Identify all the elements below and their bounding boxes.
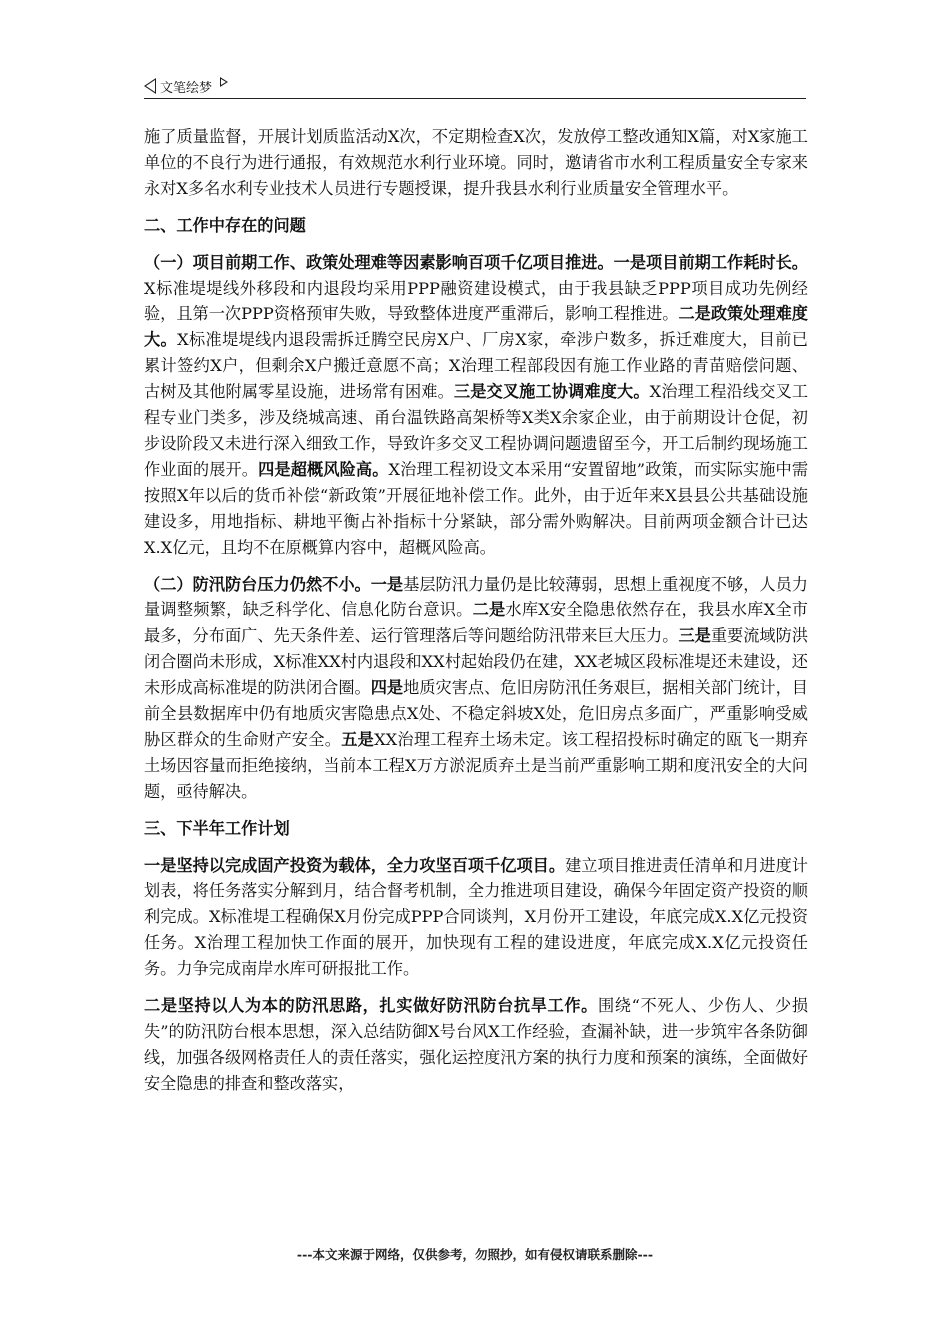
document-body bbox=[144, 124, 808, 1108]
triangle-right-icon bbox=[220, 77, 228, 87]
paragraph-project-issues: （一）项目前期工作、政策处理难等因素影响百项千亿项目推进。一是项目前期工作耗时长。X标准堤堤线外移段和内退段均采用PPP融资建设模式，由于我县缺乏PPP项目成功先例经验，且第一次PPP资格预审失败，导致整体进度严重滞后，影响工程推进。二是政策处理难度大。X标准堤堤线内退段需拆迁腾空民房X户、厂房X家，牵涉户数多，拆迁难度大，目前已累计签约X户，但剩余X户搬迁意愿不高；X治理工程部段因有施工作业路的青苗赔偿问题、古树及其他附属零星设施，进场常有困难。三是交叉施工协调难度大。X治理工程沿线交叉工程专业门类多，涉及绕城高速、甬台温铁路高架桥等X类X余家企业，由于前期设计仓促，初步设阶段又未进行深入细致工作，导致许多交叉工程协调问题遗留至今，开工后制约现场施工作业面的展开。四是超概风险高。X治理工程初设文本采用“安置留地”政策，而实际实施中需按照X年以后的货币补偿“新政策”开展征地补偿工作。此外，由于近年来X县县公共基础设施建设多，用地指标、耕地平衡占补指标十分紧缺，部分需外购解决。目前两项金额合计已达X.X亿元，且均不在原概算内容中，超概风险高。 bbox=[144, 252, 809, 557]
paragraph-flood-pressure: （二）防汛防台压力仍然不小。一是基层防汛力量仍是比较薄弱，思想上重视度不够，人员力量调整频繁，缺乏科学化、信息化防台意识。二是水库X安全隐患依然存在，我县水库X全市最多，分布面广、先天条件差、运行管理落后等问题给防汛带来巨大压力。三是重要流域防洪闭合圈尚未形成，X标准XX村内退段和XX村起始段仍在建，XX老城区段标准堤还未建设，还未形成高标准堤的防洪闭合圈。四是地质灾害点、危旧房防汛任务艰巨，据相关部门统计，目前全县数据库中仍有地质灾害隐患点X处、不稳定斜坡X处，危旧房点多面广，严重影响受威胁区群众的生命财产安全。五是XX治理工程弃土场未定。该工程招投标时确定的瓯飞一期弃土场因容量而拒绝接纳，当前本工程X万方淤泥质弃土是当前严重影响工期和度汛安全的大问题，亟待解决。 bbox=[144, 574, 809, 801]
section-heading-problems: 二、工作中存在的问题 bbox=[144, 215, 306, 235]
paragraph-investment-plan: 一是坚持以完成固产投资为载体，全力攻坚百项千亿项目。建立项目推进责任清单和月进度计划表，将任务落实分解到月，结合督考机制，全力推进项目建设，确保今年固定资产投资的顺利完成。X标准堤工程确保X月份完成PPP合同谈判，X月份开工建设，年底完成X.X亿元投资任务。X治理工程加快工作面的展开，加快现有工程的建设进度，年底完成X.X亿元投资任务。力争完成南岸水库可研报批工作。 bbox=[144, 855, 808, 979]
footer-notice: ---本文来源于网络，仅供参考，勿照抄，如有侵权请联系删除--- bbox=[296, 1247, 654, 1262]
paragraph-quality-supervision: 施了质量监督，开展计划质监活动X次，不定期检查X次，发放停工整改通知X篇，对X家施工单位的不良行为进行通报，有效规范水利行业环境。同时，邀请省市水利工程质量安全专家来永对X多名水利专业技术人员进行专题授课，提升我县水利行业质量安全管理水平。 bbox=[144, 127, 808, 198]
paragraph-flood-plan: 二是坚持以人为本的防汛思路，扎实做好防汛防台抗旱工作。围绕“不死人、少伤人、少损失”的防汛防台根本思想，深入总结防御X号台风X工作经验，查漏补缺，进一步筑牢各条防御线，加强各级网格责任人的责任落实，强化运控度汛方案的执行力度和预案的演练，全面做好安全隐患的排查和整改落实， bbox=[144, 996, 809, 1093]
section-heading-plan: 三、下半年工作计划 bbox=[144, 818, 290, 838]
header-brand: 文笔绘梦 bbox=[160, 80, 213, 96]
page-header bbox=[144, 74, 806, 99]
triangle-left-icon bbox=[144, 78, 156, 94]
